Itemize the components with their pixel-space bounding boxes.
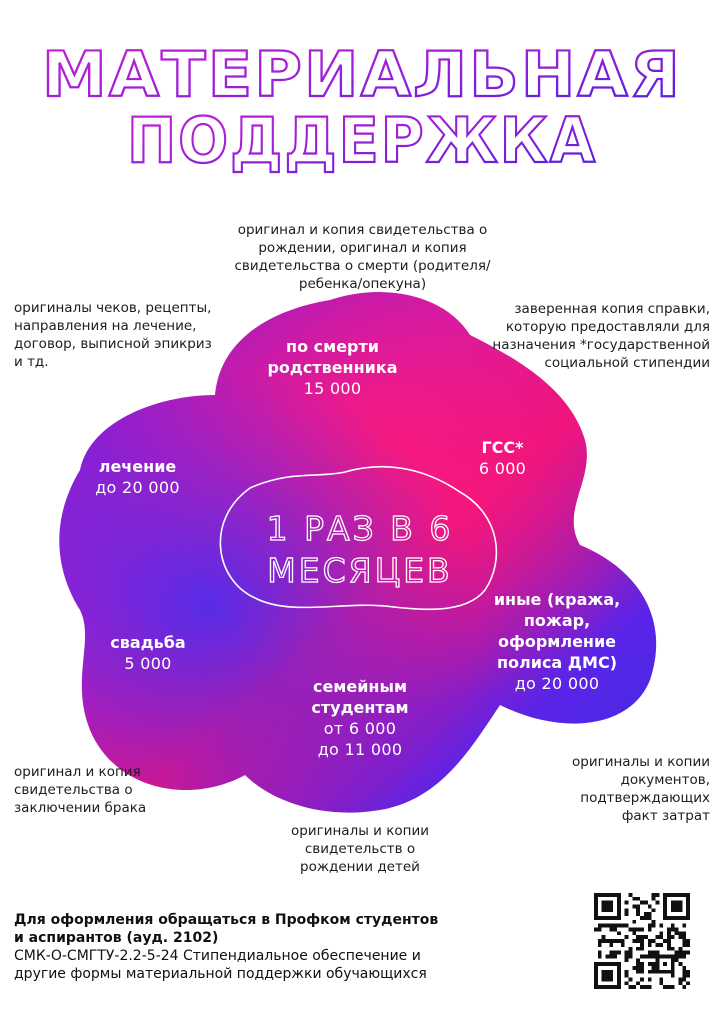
footer-doc-1: СМК-О-СМГТУ-2.2-5-24 Стипендиальное обеспечение и: [14, 948, 421, 964]
category-family: [290, 676, 430, 760]
requirement-family: оригиналы и копии свидетельств о рождении детей: [291, 823, 429, 875]
footer: [14, 911, 574, 983]
footer-doc-2: другие формы материальной поддержки обучающихся: [14, 966, 427, 982]
category-treatment-amount: до 20 000: [95, 478, 180, 497]
category-death-label: по смерти родственника: [267, 337, 398, 377]
requirement-death: оригинал и копия свидетельства о рождении, оригинал и копия свидетельства о смерти (родителя/ребенка/опекуна): [234, 222, 491, 292]
category-death: [240, 336, 425, 399]
frequency-text: [220, 508, 500, 592]
category-treatment-label: лечение: [98, 457, 177, 476]
category-gss-label: ГСС*: [481, 438, 524, 457]
title-line-1: МАТЕРИАЛЬНАЯ: [42, 38, 682, 111]
footer-contact-1: Для оформления обращаться в Профком студентов: [14, 912, 439, 928]
qr-code-icon[interactable]: [594, 893, 690, 989]
category-other-amount: до 20 000: [514, 674, 600, 693]
category-gss: [450, 437, 555, 479]
frequency-line-1: 1 РАЗ В 6: [266, 509, 454, 548]
category-family-amount-1: от 6 000: [323, 719, 397, 738]
frequency-line-2: МЕСЯЦЕВ: [267, 551, 453, 590]
requirement-wedding: оригинал и копия свидетельства о заключении брака: [14, 764, 147, 816]
title-line-2: ПОДДЕРЖКА: [127, 104, 597, 175]
requirement-treatment: оригиналы чеков, рецепты, направления на лечение, договор, выписной эпикриз и тд.: [14, 300, 212, 370]
category-gss-amount: 6 000: [478, 459, 527, 478]
category-other: [472, 589, 642, 694]
category-wedding: [93, 632, 203, 674]
category-family-amount-2: до 11 000: [317, 740, 403, 759]
category-other-label: иные (кража, пожар, оформление полиса ДМС): [493, 590, 621, 672]
requirement-gss: заверенная копия справки, которую предоставляли для назначения *государственной социальной стипендии: [492, 301, 710, 371]
category-wedding-label: свадьба: [110, 633, 186, 652]
requirement-other: оригиналы и копии документов, подтверждающих факт затрат: [572, 754, 710, 824]
footer-contact-2: и аспирантов (ауд. 2102): [14, 930, 219, 946]
category-treatment: [75, 456, 200, 498]
category-family-label: семейным студентам: [311, 677, 409, 717]
category-death-amount: 15 000: [303, 379, 362, 398]
category-wedding-amount: 5 000: [124, 654, 172, 673]
